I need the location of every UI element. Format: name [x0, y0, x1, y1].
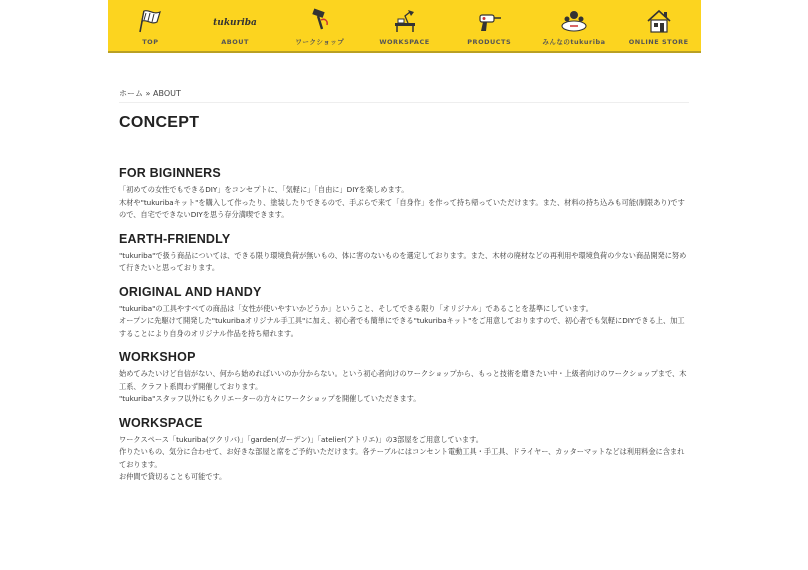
nav-item-workspace[interactable] [362, 0, 447, 51]
page-title: CONCEPT [119, 114, 200, 131]
section-text: オープンに先駆けて開発した"tukuribaオリジナル手工具"に加え、初心者でも簡単にできる"tukuribaキット"をご用意しておりますので、初心者でも気軽にDIYできる上、加工することにより自身のオリジナル作品を持ち帰れます。 [119, 316, 685, 338]
section-text: 「初めての女性でもできるDIY」をコンセプトに、「気軽に」「自由に」DIYを楽しめます。 [119, 185, 409, 194]
main-content [119, 88, 689, 484]
people-icon [559, 7, 589, 33]
section-workshop [119, 350, 689, 406]
section-body [119, 184, 689, 222]
section-heading: WORKSPACE [119, 415, 203, 430]
nav-label: PRODUCTS [467, 38, 512, 46]
section-text: ワークスペース「tukuriba(ツクリバ)」「garden(ガーデン)」「atelier(アトリエ)」の3部屋をご用意しています。 [119, 434, 483, 444]
nav-item-top[interactable] [108, 0, 193, 51]
section-original-and-handy [119, 285, 689, 341]
section-heading: ORIGINAL AND HANDY [119, 284, 262, 299]
nav-label: ワークショップ [295, 38, 345, 46]
section-heading: FOR BIGINNERS [119, 166, 221, 180]
breadcrumb-current: ABOUT [153, 89, 181, 98]
hammer-icon [305, 7, 335, 33]
section-text: お仲間で貸切ることも可能です。 [119, 472, 227, 481]
tukuriba-logo-icon [213, 8, 257, 34]
nav-label: ABOUT [221, 38, 249, 46]
section-body [119, 368, 689, 406]
house-icon [644, 8, 674, 34]
svg-text:tukuriba: tukuriba [213, 18, 257, 28]
flag-icon [135, 8, 165, 34]
section-text: "tukuriba"で扱う商品については、できる限り環境負荷が無いもの、体に害のないものを選定しております。また、木材の廃材などの再利用や環境負荷の少ない商品開発に努めて行きたいと思っております。 [119, 250, 687, 272]
section-text: 作りたいもの、気分に合わせて、お好きな部屋と席をご予約いただけます。各テーブルにはコンセント電動工具・手工具、ドライヤー、カッターマットなどは利用料金に含まれております。 [119, 447, 685, 469]
section-body [119, 303, 689, 341]
section-earth-friendly [119, 232, 689, 275]
breadcrumb-home-link[interactable]: ホーム [119, 89, 143, 98]
breadcrumb-separator: » [145, 89, 151, 98]
section-workspace [119, 416, 689, 484]
nav-item-about[interactable] [193, 0, 278, 51]
nav-label: TOP [142, 38, 159, 46]
nav-label: みんなのtukuriba [542, 38, 606, 46]
desk-lamp-icon [390, 8, 420, 34]
section-text: "tukuriba"の工具やすべての商品は「女性が使いやすいかどうか」ということ、そしてできる限り「オリジナル」であることを基準にしています。 [119, 303, 593, 313]
nav-item-minna[interactable] [532, 0, 617, 51]
section-heading: WORKSHOP [119, 350, 196, 364]
section-body [119, 250, 689, 275]
nav-label: ONLINE STORE [628, 38, 689, 46]
section-for-beginners [119, 166, 689, 222]
section-text: 木材や"tukuribaキット"を購入して作ったり、塗装したりできるので、手ぶらで来て「自身作」を作って持ち帰っていただけます。また、材料の持ち込みも可能(制限あり)ですので、自宅でできないDIYを思う存分満喫できます。 [119, 197, 685, 219]
breadcrumb [119, 88, 689, 103]
section-heading: EARTH-FRIENDLY [119, 231, 231, 246]
drill-icon [474, 8, 504, 34]
section-text: "tukuriba"スタッフ以外にもクリエーターの方々にワークショップを開催していただきます。 [119, 394, 421, 403]
nav-label: WORKSPACE [379, 38, 430, 46]
nav-item-workshop[interactable] [277, 0, 362, 51]
nav-item-products[interactable] [447, 0, 532, 51]
section-text: 始めてみたいけど自信がない、何から始めればいいのか分からない。という初心者向けのワークショップから、もっと技術を磨きたい中・上級者向けのワークショップまで、木工系、クラフト系問わず開催しております。 [119, 369, 687, 391]
section-body [119, 434, 689, 484]
global-nav [108, 0, 701, 51]
nav-item-online-store[interactable] [616, 0, 701, 51]
